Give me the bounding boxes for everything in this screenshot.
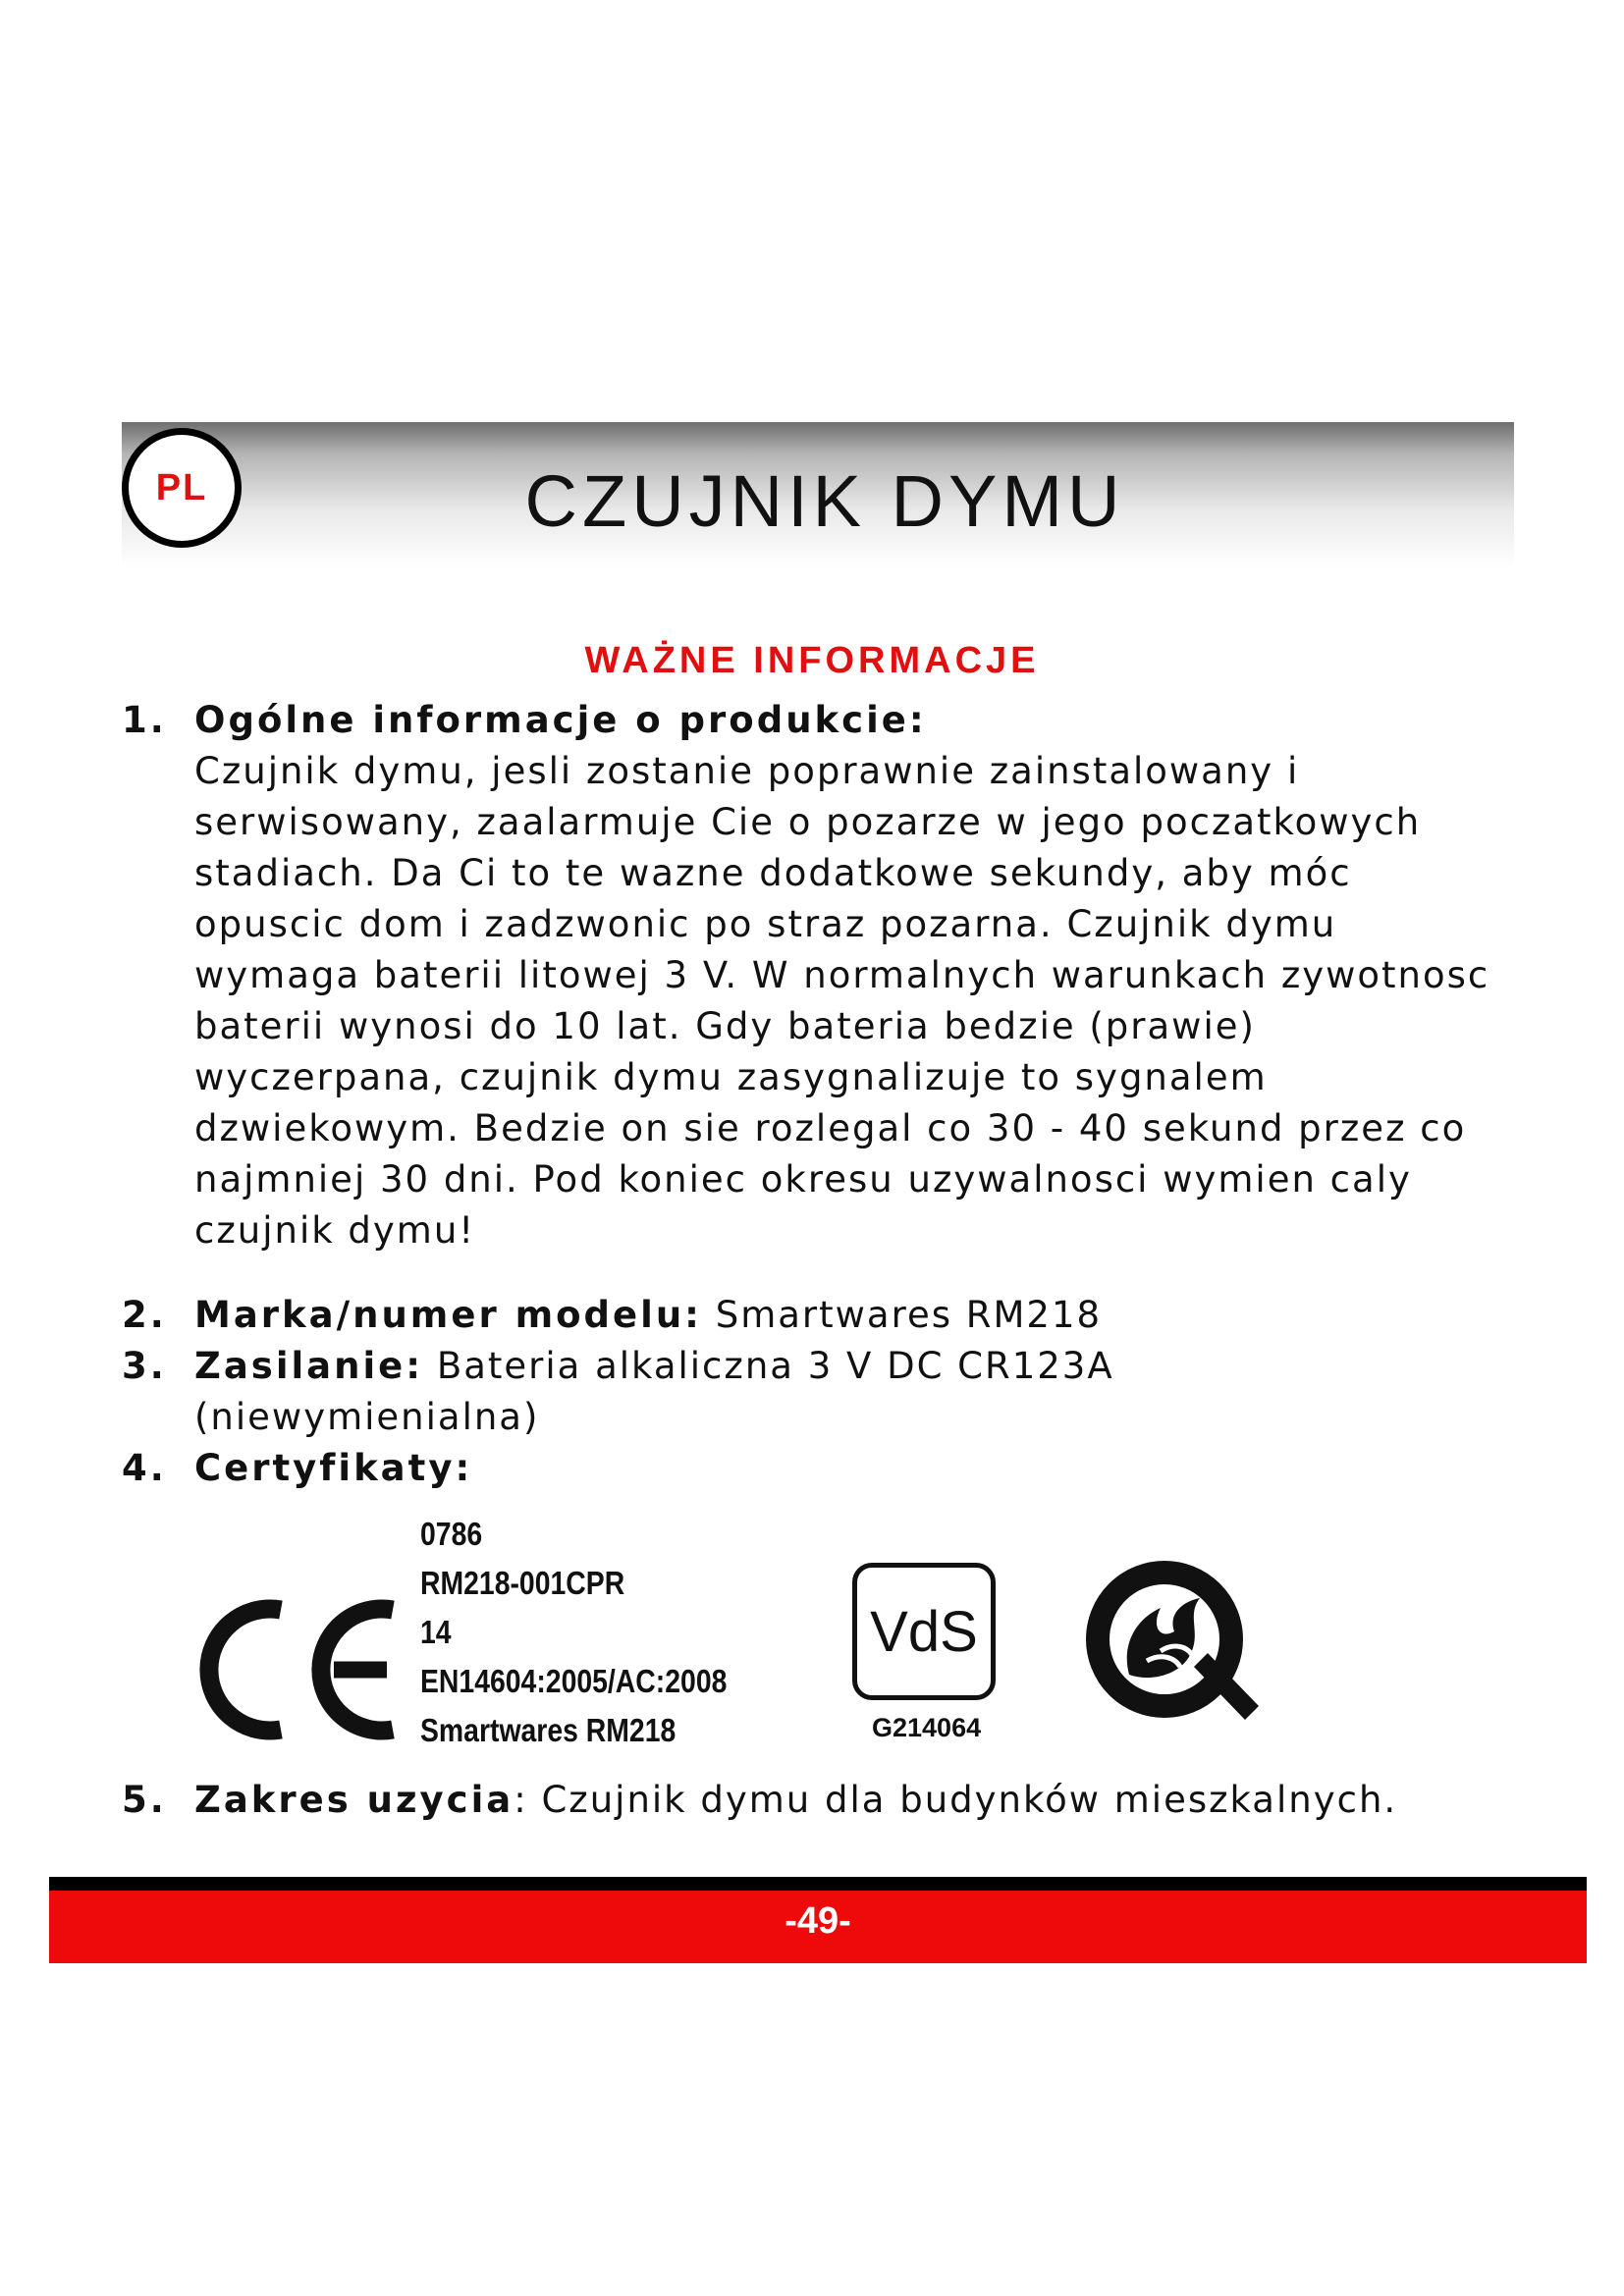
list-item-certificates (122, 1443, 1516, 1494)
page-number: -49- (785, 1900, 851, 1942)
item-number: 3. (122, 1345, 167, 1387)
footer-bar (49, 1877, 1587, 1963)
item-body (194, 1775, 1516, 1826)
vds-certificate-code: G214064 (872, 1713, 982, 1742)
document-title: CZUJNIK DYMU (524, 460, 1125, 542)
item-body (194, 1443, 1516, 1494)
item-label: Zakres uzycia (194, 1779, 514, 1821)
section-heading: WAŻNE INFORMACJE (584, 640, 1040, 681)
item-label: Ogólne informacje o produkcie: (194, 699, 927, 741)
language-badge (122, 428, 242, 548)
ce-mark-icon (194, 1596, 410, 1743)
item-number: 5. (122, 1779, 167, 1821)
item-text: Smartwares RM218 (715, 1294, 1103, 1336)
ce-certificate-details (420, 1510, 727, 1755)
item-text: Czujnik dymu, jesli zostanie poprawnie zainstalowany i serwisowany, zaalarmuje Cie o pozarze w jego poczatkowych stadiach. Da Ci to te wazne dodatkowe sekundy, aby móc opuscic dom i zadzwonic po straz pozarna. Czujnik dymu wymaga baterii litowej 3 V. W normalnych warunkach zywotnosc baterii wynosi do 10 lat. Gdy bateria bedzie (prawie) wyczerpana, czujnik dymu zasygnalizuje to sygnalem dzwiekowym. Bedzie on sie rozlegal co 30 - 40 sekund przez co najmniej 30 dni. Pod koniec okresu uzywalnosci wymien caly czujnik dymu! (194, 750, 1490, 1252)
ce-line: 14 (420, 1614, 452, 1650)
ce-line: EN14604:2005/AC:2008 (420, 1663, 728, 1699)
item-number: 2. (122, 1294, 167, 1336)
kitemark-q-icon (1078, 1551, 1265, 1737)
ce-line: Smartwares RM218 (420, 1712, 677, 1748)
list-item-product-info (122, 695, 1516, 1256)
ce-line: RM218-001CPR (420, 1565, 625, 1601)
language-code: PL (155, 466, 208, 508)
item-number: 1. (122, 699, 167, 741)
ce-line: 0786 (420, 1516, 483, 1552)
item-text: Bateria alkaliczna 3 V DC CR123A (niewymienialna) (194, 1345, 1114, 1438)
item-label: Certyfikaty: (194, 1447, 473, 1489)
item-label: Zasilanie: (194, 1345, 424, 1387)
list-item-model (122, 1290, 1516, 1341)
list-item-usage-scope (122, 1775, 1516, 1826)
item-body (194, 695, 1516, 1256)
vds-logo-text: VdS (870, 1599, 978, 1664)
item-number: 4. (122, 1447, 167, 1489)
list-item-power (122, 1341, 1516, 1443)
item-body (194, 1290, 1516, 1341)
vds-logo (852, 1563, 996, 1700)
item-label: Marka/numer modelu: (194, 1294, 702, 1336)
item-text: : Czujnik dymu dla budynków mieszkalnych. (514, 1779, 1398, 1821)
item-body (194, 1341, 1255, 1443)
